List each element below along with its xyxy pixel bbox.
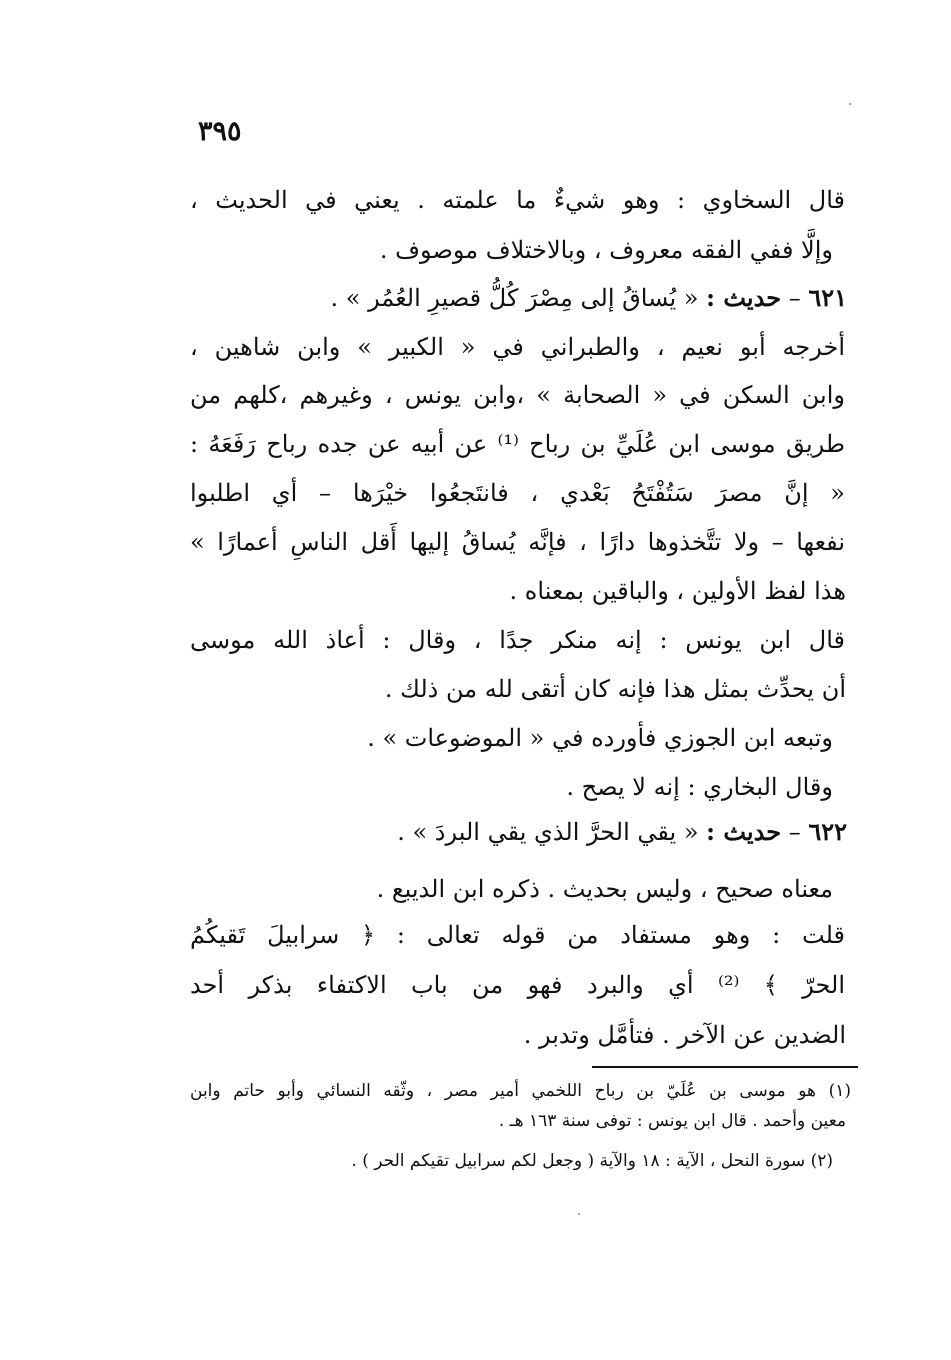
text-line: الحرّ ﴾ ⁽²⁾ أي والبرد فهو من باب الاكتفاء بذكر أحد [190, 971, 846, 999]
hadith-622-heading [397, 815, 847, 849]
scan-speck [849, 103, 851, 105]
hadith-621-heading [331, 281, 848, 315]
text-line: وإلَّا ففي الفقه معروف ، وبالاختلاف موصوف . [379, 236, 833, 264]
hadith-number: ٦٢٢ [808, 817, 847, 846]
text-line: أخرجه أبو نعيم ، والطبراني في « الكبير » وابن شاهين ، [190, 333, 845, 361]
hadith-number: ٦٢١ [808, 283, 847, 312]
footnote-line: (١) هو موسى بن عُلَيّ بن رباح اللخمي أمير مصر ، وثّقه النسائي وأبو حاتم وابن [190, 1081, 851, 1101]
text-line: « إنَّ مصرَ سَتُفْتَحُ بَعْدي ، فانتَجعُوا خيْرَها – أي اطلبوا [190, 479, 845, 507]
text-line: قلت : وهو مستفاد من قوله تعالى : ﴿ سرابيلَ تَقيكُمُ [190, 921, 845, 949]
text-line: وابن السكن في « الصحابة » ،وابن يونس ، وغيرهم ،كلهم من [190, 381, 845, 409]
hadith-text: « يُساقُ إلى مِصْرَ كُلُّ قصيرِ العُمُر » . [330, 284, 699, 312]
text-line: أن يحدِّث بمثل هذا فإنه كان أتقى لله من ذلك . [384, 675, 846, 703]
footnote-line: معين وأحمد . قال ابن يونس : توفى سنة ١٦٣ هـ . [498, 1111, 846, 1131]
text-line: طريق موسى ابن عُلَيِّ بن رباح ⁽¹⁾ عن أبيه عن جده رباح رَفَعَهُ : [190, 430, 846, 458]
text-line: وقال البخاري : إنه لا يصح . [566, 773, 833, 801]
text-line: هذا لفظ الأولين ، والباقين بمعناه . [509, 577, 846, 605]
text-line: معناه صحيح ، وليس بحديث . ذكره ابن الديبع . [376, 875, 833, 903]
page-number: ٣٩٥ [198, 116, 242, 147]
footnote-separator [592, 1066, 858, 1068]
footnote-line: (٢) سورة النحل ، الآية : ١٨ والآية ( وجعل لكم سرابيل تقيكم الحر ) . [351, 1151, 833, 1171]
scan-speck [578, 1213, 580, 1215]
hadith-dash: – [788, 818, 801, 846]
hadith-keyword: حديث : [706, 817, 782, 846]
text-line: قال السخاوي : وهو شيءٌ ما علمته . يعني في الحديث ، [190, 186, 845, 214]
text-line: الضدين عن الآخر . فتأمَّل وتدبر . [523, 1021, 846, 1049]
hadith-text: « يقي الحرَّ الذي يقي البردَ » . [397, 818, 699, 846]
text-line: قال ابن يونس : إنه منكر جدًا ، وقال : أعاذ الله موسى [190, 626, 845, 654]
text-line: وتبعه ابن الجوزي فأورده في « الموضوعات » . [367, 724, 833, 752]
text-line: نفعها – ولا تتَّخذوها دارًا ، فإنَّه يُساقُ إليها أَقل الناسِ أعمارًا » [190, 528, 845, 556]
hadith-dash: – [788, 284, 801, 312]
hadith-keyword: حديث : [706, 283, 782, 312]
